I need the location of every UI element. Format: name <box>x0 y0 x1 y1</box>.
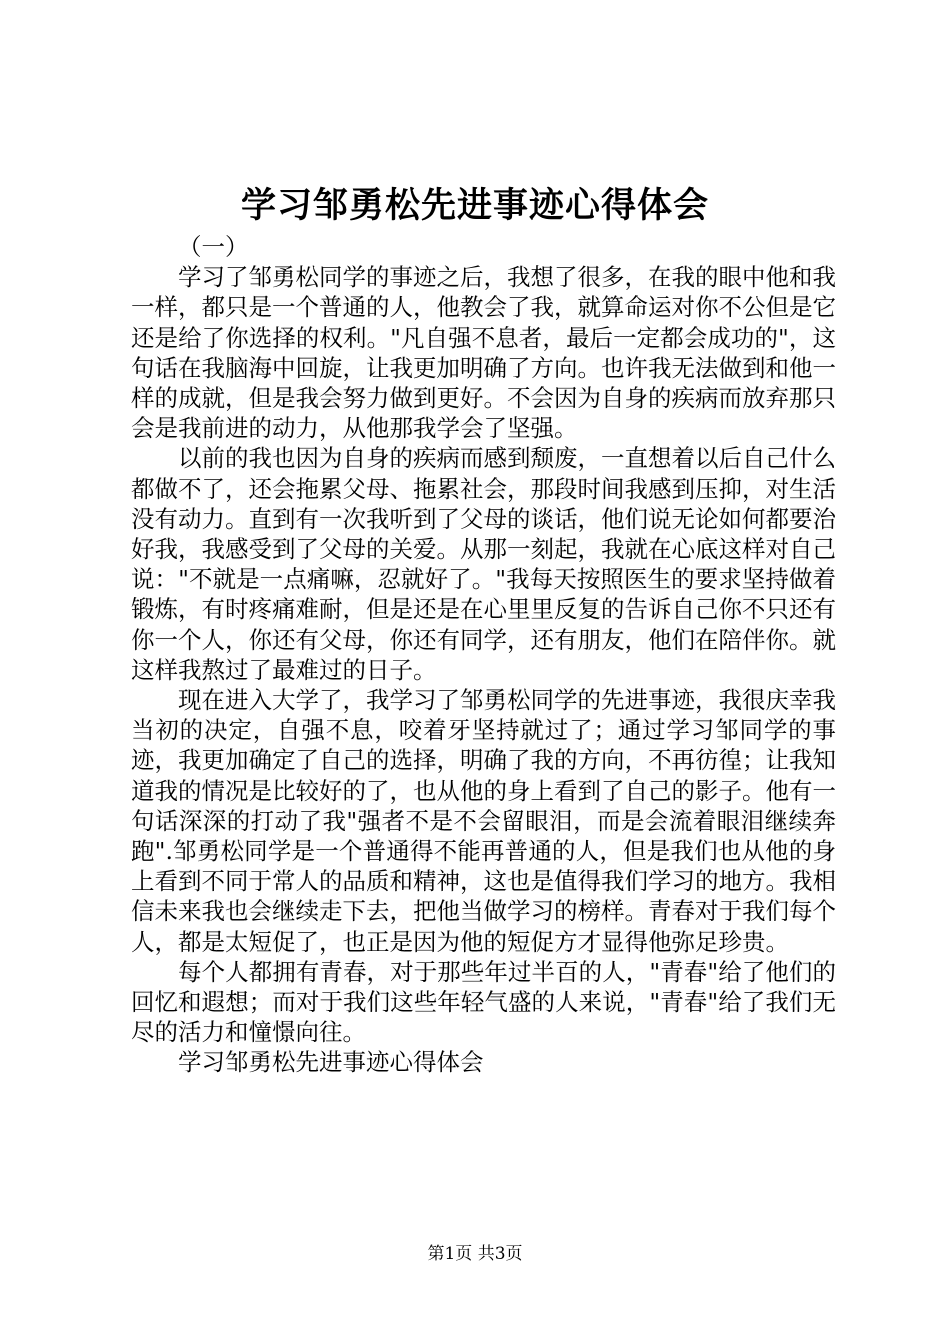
paragraph-1: 学习了邹勇松同学的事迹之后，我想了很多，在我的眼中他和我一样，都只是一个普通的人，他教会了我，就算命运对你不公但是它还是给了你选择的权利。"凡自强不息者，最后一定都会成功的"，这句话在我脑海中回旋，让我更加明确了方向。也许我无法做到和他一样的成就，但是我会努力做到更好。不会因为自身的疾病而放弃那只会是我前进的动力，从他那我学会了坚强。 <box>131 263 836 443</box>
paragraph-4: 每个人都拥有青春，对于那些年过半百的人，"青春"给了他们的回忆和遐想；而对于我们这些年轻气盛的人来说，"青春"给了我们无尽的活力和憧憬向往。 <box>131 957 836 1047</box>
document-title: 学习邹勇松先进事迹心得体会 <box>240 185 709 226</box>
paragraph-5: 学习邹勇松先进事迹心得体会 <box>178 1048 484 1077</box>
document-body <box>131 232 836 1078</box>
paragraph-2: 以前的我也因为自身的疾病而感到颓废，一直想着以后自己什么都做不了，还会拖累父母、拖累社会，那段时间我感到压抑，对生活没有动力。直到有一次我听到了父母的谈话，他们说无论如何都要治好我，我感受到了父母的关爱。从那一刻起，我就在心底这样对自己说："不就是一点痛嘛，忍就好了。"我每天按照医生的要求坚持做着锻炼，有时疼痛难耐，但是还是在心里里反复的告诉自己你不只还有你一个人，你还有父母，你还有同学，还有朋友，他们在陪伴你。就这样我熬过了最难过的日子。 <box>131 444 836 684</box>
section-marker: （一） <box>178 233 249 261</box>
page-number: 第1页 共3页 <box>427 1244 523 1264</box>
paragraph-3: 现在进入大学了，我学习了邹勇松同学的先进事迹，我很庆幸我当初的决定，自强不息，咬着牙坚持就过了；通过学习邹同学的事迹，我更加确定了自己的选择，明确了我的方向，不再彷徨；让我知道我的情况是比较好的了，也从他的身上看到了自己的影子。他有一句话深深的打动了我"强者不是不会留眼泪，而是会流着眼泪继续奔跑".邹勇松同学是一个普通得不能再普通的人，但是我们也从他的身上看到不同于常人的品质和精神，这也是值得我们学习的地方。我相信未来我也会继续走下去，把他当做学习的榜样。青春对于我们每个人，都是太短促了，也正是因为他的短促方才显得他弥足珍贵。 <box>131 686 836 956</box>
